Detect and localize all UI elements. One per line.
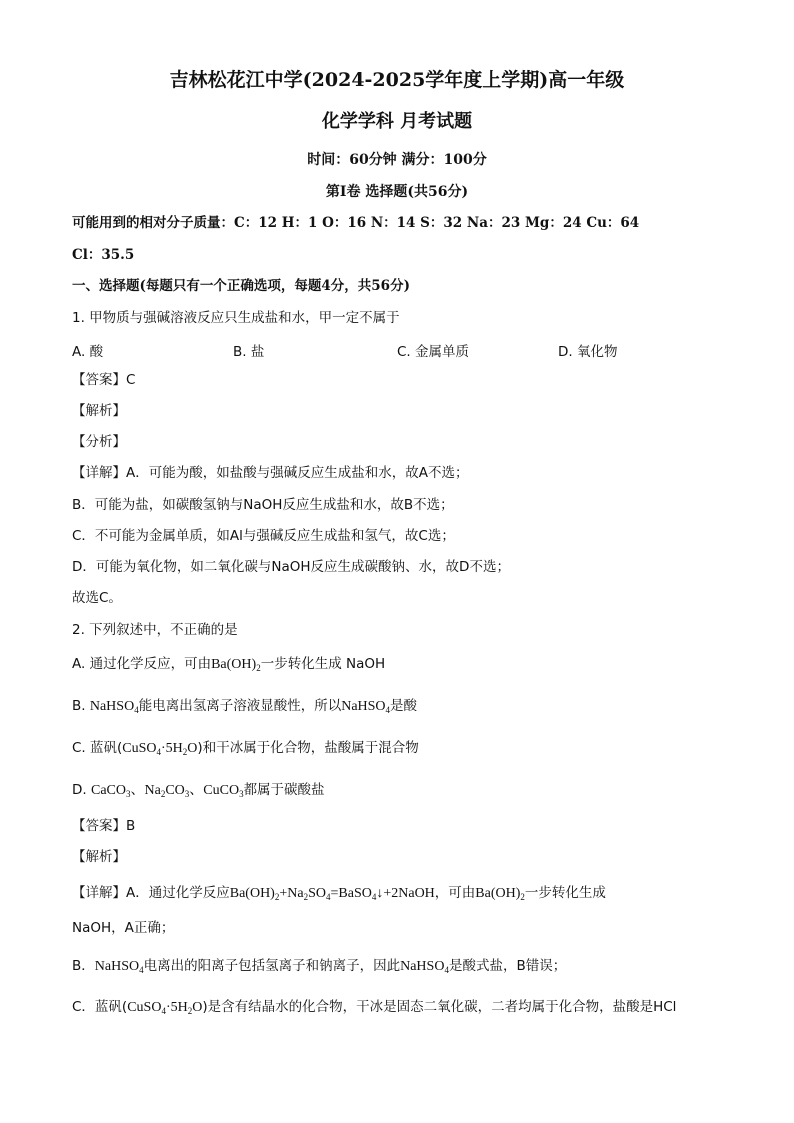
- q2-detail-b-text-2: 是酸式盐，B错误；: [448, 958, 567, 974]
- exam-subtitle: 化学学科 月考试题: [321, 111, 473, 132]
- q1-option-d: D. 氧化物: [558, 344, 618, 360]
- question-2-stem: 2. 下列叙述中，不正确的是: [72, 622, 238, 638]
- question-1-stem: 1. 甲物质与强碱溶液反应只生成盐和水，甲一定不属于: [72, 310, 400, 326]
- formula-baoh2-2: $Ba(OH)_2$: [475, 886, 525, 902]
- q2-option-d: [72, 780, 734, 804]
- q1-detail-d: D．可能为氧化物，如二氧化碳与NaOH反应生成碳酸钠、水，故D不选；: [72, 559, 510, 575]
- q2-option-a-text: A. 通过化学反应，可由: [72, 656, 212, 672]
- q2-option-b: [72, 696, 734, 720]
- q2-detail-a-text-2: ，可由: [434, 885, 476, 901]
- atomic-masses-line-2: Cl：35.5: [72, 247, 135, 263]
- formula-baoh2: $Ba(OH)_2$: [211, 657, 261, 673]
- q2-option-c-text-2: )和干冰属于化合物，盐酸属于混合物: [197, 740, 419, 756]
- formula-cuso4-5h2o-2: $CuSO_4\cdot 5H_2O$: [127, 1000, 203, 1016]
- q2-detail-a-line-2: NaOH，A正确；: [72, 920, 175, 936]
- time-info: 时间：60分钟 满分：100分: [307, 152, 487, 168]
- q2-detail-c: [72, 997, 734, 1021]
- formula-nahso4-2: NaHSO$_4$: [341, 699, 391, 715]
- q2-option-a: [72, 654, 734, 678]
- q1-answer: 【答案】C: [72, 372, 136, 388]
- q2-detail-a: [72, 883, 734, 907]
- formula-nahso4-3: NaHSO$_4$: [94, 959, 144, 975]
- q1-option-a: A. 酸: [72, 344, 104, 360]
- section-heading: 第I卷 选择题(共56分): [325, 184, 469, 200]
- q2-answer: 【答案】B: [72, 818, 136, 834]
- q2-option-d-text: 都属于碳酸盐: [243, 782, 325, 798]
- exam-title: 吉林松花江中学(2024-2025学年度上学期)高一年级: [169, 69, 625, 91]
- q1-detail-a: 【详解】A．可能为酸，如盐酸与强碱反应生成盐和水，故A不选；: [72, 465, 469, 481]
- q2-option-c-text: C. 蓝矾(: [72, 740, 123, 756]
- q1-option-c: C. 金属单质: [397, 344, 470, 360]
- q2-option-b-text: 能电离出氢离子溶液显酸性，所以: [138, 698, 342, 714]
- q2-option-b-text-2: 是酸: [390, 698, 418, 714]
- q1-fenxi-label: 【分析】: [72, 434, 126, 450]
- formula-nahso4-4: NaHSO$_4$: [400, 959, 449, 975]
- q2-detail-a-text-3: 一步转化生成: [524, 885, 606, 901]
- formula-nahso4: NaHSO$_4$: [89, 699, 139, 715]
- q2-detail-b-text: 电离出的阳离子包括氢离子和钠离子，因此: [143, 958, 401, 974]
- q2-option-b-label: B.: [72, 698, 86, 714]
- q2-option-a-text-2: 一步转化生成 NaOH: [260, 656, 386, 672]
- q2-detail-c-text: C．蓝矾(: [72, 999, 128, 1015]
- formula-carbonates: CaCO$_3$、$Na_2CO_3$、CuCO$_3$: [90, 783, 244, 799]
- q1-analysis-label: 【解析】: [72, 403, 126, 419]
- atomic-masses-line-1: 可能用到的相对分子质量：C：12 H：1 O：16 N：14 S：32 Na：23 Mg：24 Cu：64: [72, 215, 640, 231]
- q2-detail-b-label: B．: [72, 958, 95, 974]
- q1-detail-c: C．不可能为金属单质，如Al与强碱反应生成盐和氢气，故C选；: [72, 528, 455, 544]
- q2-option-c: [72, 738, 734, 762]
- q2-detail-c-text-2: )是含有结晶水的化合物，干冰是固态二氧化碳，二者均属于化合物，盐酸是HCl: [202, 999, 677, 1015]
- q2-option-d-label: D.: [72, 782, 87, 798]
- q1-detail-b: B．可能为盐，如碳酸氢钠与NaOH反应生成盐和水，故B不选；: [72, 497, 454, 513]
- q1-conclusion: 故选C。: [72, 590, 122, 606]
- formula-reaction: $Ba(OH)_2+Na_2SO_4=BaSO_4↓+2NaOH$: [229, 886, 435, 902]
- q2-analysis-label: 【解析】: [72, 849, 126, 865]
- q2-detail-b: [72, 956, 734, 980]
- q2-detail-a-text: 【详解】A．通过化学反应: [72, 885, 230, 901]
- q1-option-b: B. 盐: [233, 344, 265, 360]
- part1-heading: 一、选择题(每题只有一个正确选项，每题4分，共56分): [72, 278, 410, 294]
- formula-cuso4-5h2o: $CuSO_4\cdot 5H_2O$: [122, 741, 198, 757]
